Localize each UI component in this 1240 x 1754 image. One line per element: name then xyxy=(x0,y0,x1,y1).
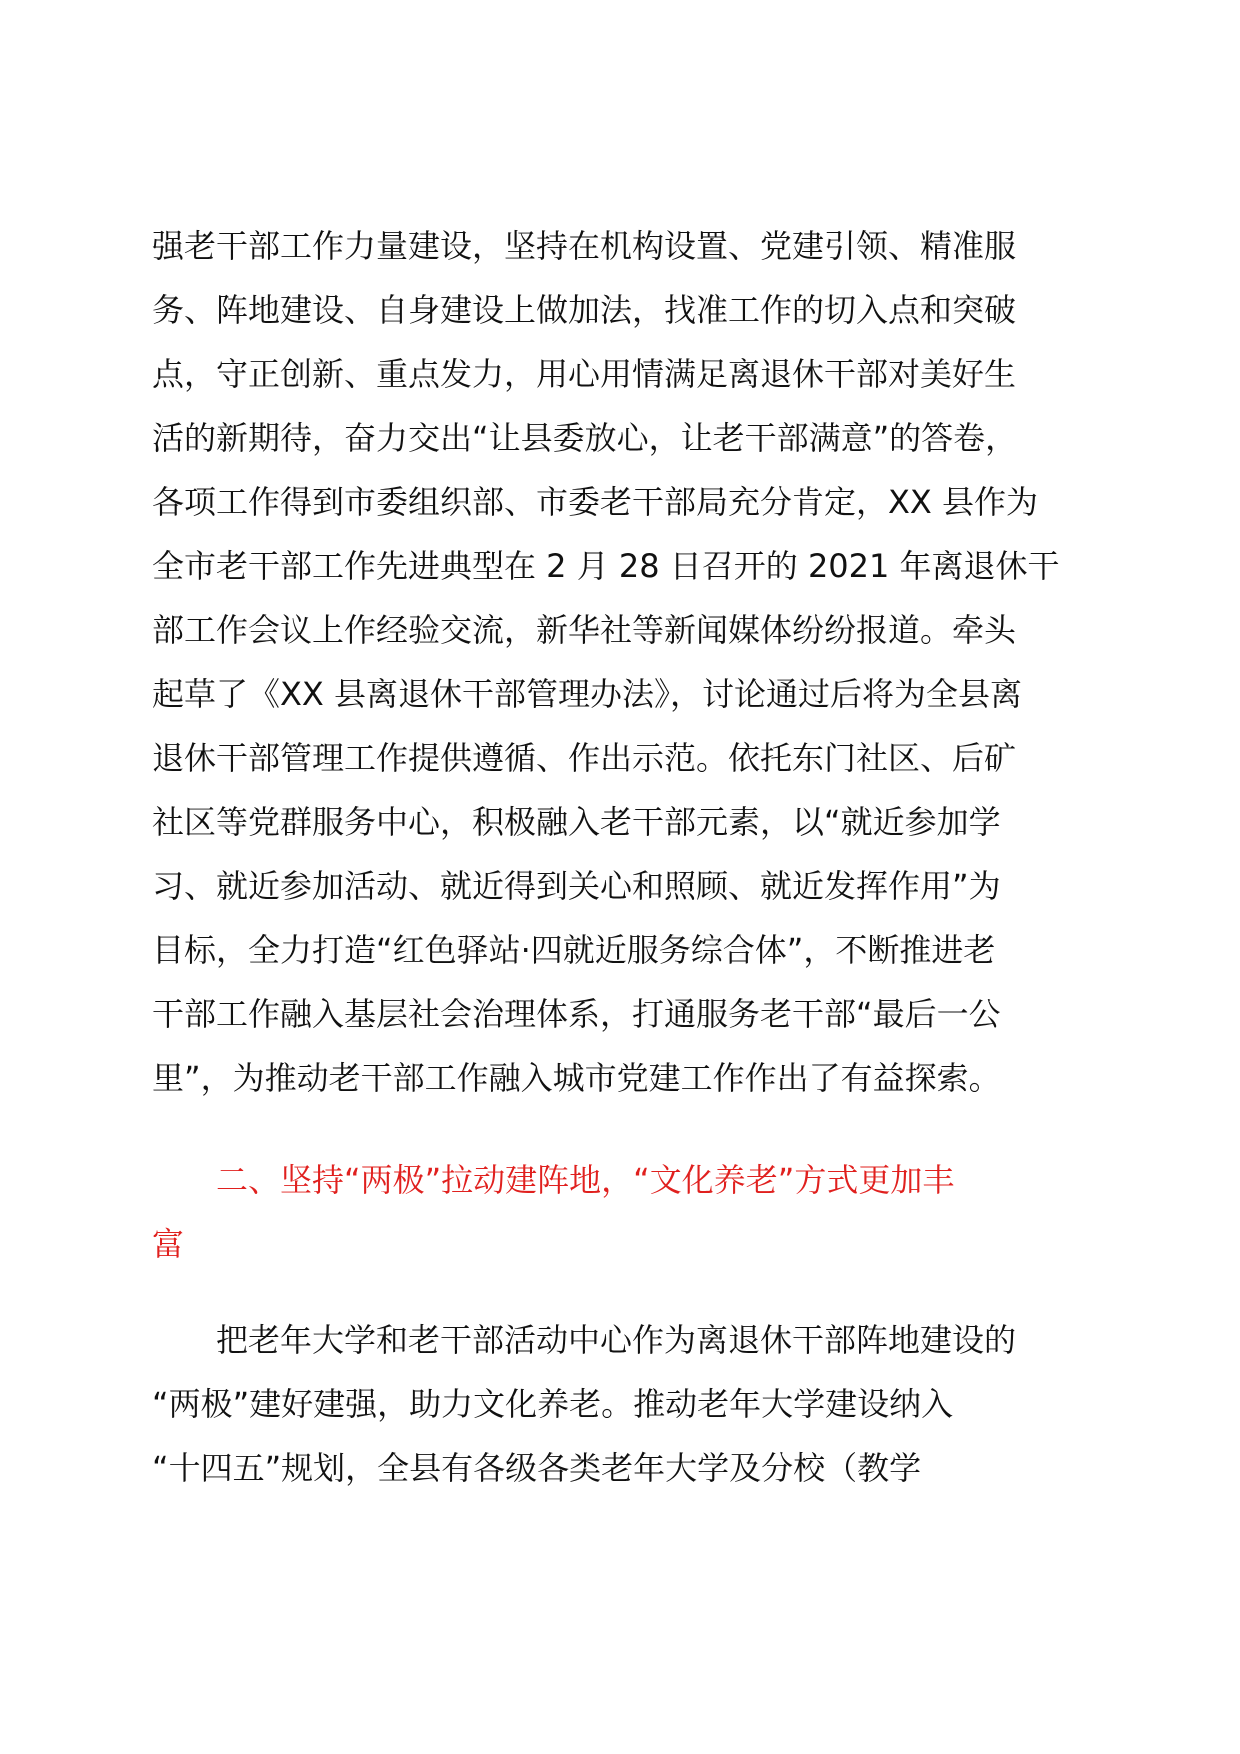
paragraph-line: 退休干部管理工作提供遵循、作出示范。依托东门社区、后矿 xyxy=(152,739,1017,777)
paragraph-achievements xyxy=(152,214,1092,1110)
paragraph-line: 干部工作融入基层社会治理体系，打通服务老干部“最后一公 xyxy=(152,995,1001,1033)
paragraph-line: 目标，全力打造“红色驿站·四就近服务综合体”，不断推进老 xyxy=(152,931,996,969)
paragraph-line: 活的新期待，奋力交出“让县委放心，让老干部满意”的答卷， xyxy=(152,419,1018,457)
paragraph-line: 社区等党群服务中心，积极融入老干部元素，以“就近参加学 xyxy=(152,803,1001,841)
heading-line: 富 xyxy=(152,1225,185,1263)
paragraph-culture-elderly xyxy=(152,1308,1092,1500)
paragraph-line: “两极”建好建强，助力文化养老。推动老年大学建设纳入 xyxy=(152,1385,954,1423)
paragraph-line: 全市老干部工作先进典型在 2 月 28 日召开的 2021 年离退休干 xyxy=(152,547,1060,585)
paragraph-line: 部工作会议上作经验交流，新华社等新闻媒体纷纷报道。牵头 xyxy=(152,611,1017,649)
paragraph-line: 习、就近参加活动、就近得到关心和照顾、就近发挥作用”为 xyxy=(152,867,1001,905)
paragraph-line: 务、阵地建设、自身建设上做加法，找准工作的切入点和突破 xyxy=(152,291,1017,329)
paragraph-line: 里”，为推动老干部工作融入城市党建工作作出了有益探索。 xyxy=(152,1059,1001,1097)
paragraph-line: “十四五”规划，全县有各级各类老年大学及分校（教学 xyxy=(152,1449,922,1487)
paragraph-line: 起草了《XX 县离退休干部管理办法》，讨论通过后将为全县离 xyxy=(152,675,1023,713)
paragraph-line: 强老干部工作力量建设，坚持在机构设置、党建引领、精准服 xyxy=(152,227,1017,265)
paragraph-line: 把老年大学和老干部活动中心作为离退休干部阵地建设的 xyxy=(216,1321,1017,1359)
section-heading xyxy=(152,1148,1092,1276)
paragraph-line: 各项工作得到市委组织部、市委老干部局充分肯定，XX 县作为 xyxy=(152,483,1039,521)
heading-line: 二、坚持“两极”拉动建阵地，“文化养老”方式更加丰 xyxy=(216,1161,955,1199)
paragraph-line: 点，守正创新、重点发力，用心用情满足离退休干部对美好生 xyxy=(152,355,1017,393)
